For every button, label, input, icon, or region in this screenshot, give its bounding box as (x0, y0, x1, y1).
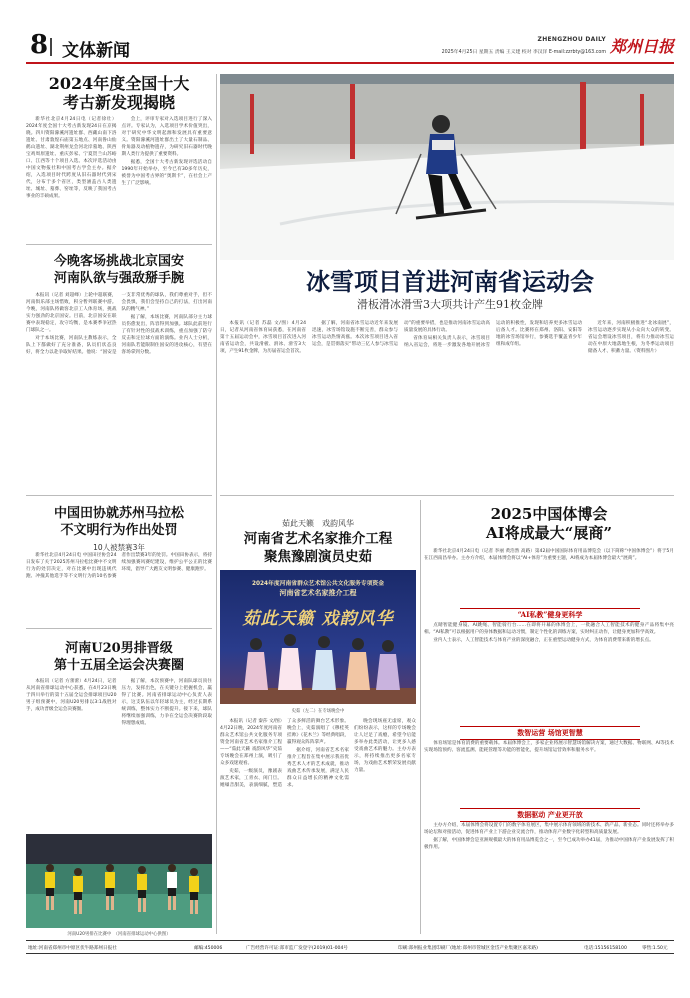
opera-poster-line1: 2024年度河南省群众艺术馆公共文化服务专项资金 (251, 581, 385, 587)
opera-poster-line2: 河南省艺术名家推介工程 (279, 589, 357, 597)
article2-paragraph: 本报讯（记者 刘超峰）上轮中超联赛，河南俱乐部主场惜败，积分暂列联赛中游。今晚，河南队将做客北京工人体育场，挑战实力强劲的北京国安。目前，北京国安在联赛中表现稳定，攻守均衡，是本赛季争冠热门球队之一。 (26, 293, 117, 333)
article1-title-line1: 2024年度全国十大 (48, 74, 190, 93)
article4-title (26, 640, 212, 674)
article6-part3 (424, 822, 674, 932)
footer-postcode: 邮编:450006 (194, 946, 223, 951)
article6-title-line1: 2025中国体博会 (490, 505, 608, 523)
page-number: 8 (30, 30, 49, 60)
lead-paragraph: 本报讯（记者 苏磊 文/图）4月24日，记者从河南省体育局获悉，在河南省第十五届运动会中，冰雪项目首次进入河南省运动会，共设滑板、滑冰、滑雪3大项，产生91枚金牌，为历届省运会首次。 (220, 321, 306, 354)
article5-body (220, 718, 416, 930)
lead-body (220, 320, 674, 488)
footer-phone: 电话:15156158100 (584, 946, 627, 951)
article5-title (220, 530, 416, 566)
article5-paragraph: 晚会现场座无虚席，观众们纷纷表示，这样的专场晚会让人过足了戏瘾，希望今后能多举办此类活动，让更多人感受戏曲艺术的魅力。主办方表示，将持续推出更多名家专场，为戏曲艺术繁荣发展贡献力量。 (354, 719, 416, 773)
article3-subtitle: 10人被禁赛3年 (93, 543, 145, 552)
lead-paragraph: 近年来，河南积极推进“北冰南展”，冰雪运动逐步实现从小众向大众的转变。省运会增设冰雪项目，将有力推动冰雪运动在中原大地落地生根，为冬季运动项目储备人才、积蓄力量。（资料图片） (588, 321, 674, 354)
stand-background (220, 74, 674, 144)
article1-paragraph: 据悉，全国十大考古新发现评选活动自1990年开始举办，至今已有30多年历史，被誉为中国考古界的“奥斯卡”，在社会上产生了广泛影响。 (121, 160, 212, 186)
performers (244, 634, 400, 690)
article6-part1-paragraph: 业内人士表示，人工智能技术与体育产业的深度融合，正在重塑运动健身方式，为体育消费带来新的增长点。 (433, 638, 654, 643)
article1-paragraph: 新华社北京4月24日电（记者徐壮）2024年度全国十大考古新发现24日在京揭晓。四川资阳濛溪河遗址群、西藏山南下洛遗址、甘肃敦煌石庙第五地点、河南鲁山仙鹤山遗址、湖北荆州龙会河北岸墓地、陕西宝鸡周原遗址、重庆彭家、宁夏贺兰山苏峪口、江西等十个项目入选。本次评选活动由中国文物报社和中国考古学会主办。据介绍，入选项目时代跨度从旧石器时代到宋代，分布于多个省区，类型涵盖古人类遗址、城址、墓葬、窑址等，反映了我国考古事业的丰硕成果。 (26, 117, 117, 199)
lead-photo (220, 74, 674, 260)
article6-part3-paragraph: 主办方介绍，本届体博会将设置专门的数字体育展区，集中展示体育领域的新技术、新产品、新业态。同时还将举办多场论坛和对接活动，促进体育产业上下游企业交流合作，推动体育产业数字化转型和高质量发展。 (424, 823, 674, 835)
article1-body (26, 116, 212, 236)
article2-title-line2: 河南队欲与强敌掰手腕 (53, 271, 184, 286)
article6-part2 (424, 740, 674, 800)
article2-paragraph: 据了解，本场比赛，河南队部分主力球员伤愈复出，阵容得到加强。球队此前进行了有针对性的技战术训练，重点加强了防守反击和定位球方面的演练。业内人士分析，河南队若能限制住国安的进攻核心，有望在客场拿到分数。 (121, 315, 212, 355)
lead-paragraph: 省体育局相关负责人表示，冰雪项目纳入省运会，将进一步激发各地开展冰雪运动的积极性，发现和培养更多冰雪运动后备人才。比赛将在郑州、洛阳、安阳等地的冰雪场馆举行，参赛选手覆盖青少年组和成年组。 (404, 321, 582, 348)
divider (26, 244, 212, 245)
article5-paragraph: 据介绍，河南省艺术名家推介工程旨在集中展示我省优秀艺术人才的艺术成就，推动戏曲艺术传承发展，满足人民群众日益增长的精神文化需求。 (287, 748, 349, 788)
article4-title-line1: 河南U20男排晋级 (65, 641, 173, 656)
article2-paragraph: 对于本场比赛，河南队主教练表示，全队上下都做好了充分准备，队员们状态良好，将全力以赴争取好结果。他说：“国安是一支非常优秀的球队，我们尊重对手，但不会畏惧，我们会坚持自己的打法，打出河南队的精气神。” (26, 293, 212, 355)
article3-title (26, 505, 212, 539)
volleyball-photo (26, 834, 212, 928)
article4-photo-caption: 河南U20男排在比赛中 （河南省排球运动中心供图） (67, 932, 171, 937)
paper-pinyin: ZHENGZHOU DAILY (537, 36, 606, 43)
article5-title-line2: 聚焦豫剧演员史茹 (264, 549, 372, 565)
article3-title-line2: 不文明行为作出处罚 (60, 523, 178, 538)
stand-roof (220, 74, 674, 84)
article6-subhead2: 数智运营 场馆更智慧 (460, 726, 640, 740)
article1-title-line2: 考古新发现揭晓 (62, 93, 175, 112)
article2-body (26, 292, 212, 488)
article6-part2-paragraph: 体育场馆是体育消费的重要载体。本届体博会上，多家企业将展示智慧场馆解决方案，通过大数据、物联网、AI等技术实现场馆预约、客流监测、能耗管理等功能的智能化，提升场馆运营效率和服务水平。 (424, 741, 674, 753)
section-divider (50, 38, 52, 56)
column-rule (216, 74, 217, 934)
volleyball-scene (26, 834, 212, 928)
article6-subhead3: 数据驱动 产业更开放 (460, 808, 640, 822)
article4-paragraph: 据了解，本次预赛中，河南队球员顶住压力，发挥出色，在关键分上把握机会，赢得了比赛。河南省排球运动中心负责人表示，这支队伍以年轻球员为主，经过长期系统训练，整体实力不断提升。接下来，球队将继续加强训练，力争在全运会决赛阶段取得理想成绩。 (121, 679, 212, 726)
article4-paragraph: 本报讯（记者 方蕾蕾）4月24日，记者从河南省排球运动中心获悉，在4月23日晚于四川举行的第十五届全运会排球项目U20男子组预赛中，河南U20男排以3:1战胜对手，成功晋级全运会决赛圈。 (26, 679, 117, 712)
article4-body (26, 678, 212, 828)
footer-printer: 印刷:郑州报业集团印刷厂(地址:郑州市管城区金岱产业集聚区嘉禾路) (398, 946, 538, 951)
divider (26, 495, 212, 496)
footer-license: 广告经营许可证:郑市监广发登字(2019)01-004号 (246, 946, 349, 951)
opera-stage (220, 570, 416, 704)
article6-intro (424, 548, 674, 602)
article1-paragraph: 会上，评审专家对入选项目进行了深入点评。专家认为，入选项目学术价值突出，对于研究中华文明起源和发展具有重要意义。资阳濛溪河遗址群出土了大量石制品、骨角器及动植物遗存，为研究旧石器时代晚期人类行为提供了重要资料。 (121, 117, 212, 157)
article4-title-line2: 第十五届全运会决赛圈 (53, 658, 184, 673)
lead-title: 冰雪项目首进河南省运动会 (306, 267, 594, 296)
article6-title (424, 505, 674, 543)
article6-part1 (424, 622, 674, 718)
article2-title (26, 253, 212, 287)
ski-scene (220, 74, 674, 260)
article5-kicker: 茹此天籁 戏韵风华 (282, 519, 354, 528)
article5-paragraph: 本报讯（记者 秦莎 文/图）4月22日晚，2024年度河南省群众艺术馆公共文化服务专项资金河南省艺术名家推介工程——“茹此天籁 戏韵风华”史茹专场晚会在郑州上演，吸引了众多戏迷观看。 (220, 719, 282, 766)
article6-part1-paragraph: 点睛智能健身镜、AI跳绳、智能骑行台……在即将开幕的体博会上，一批融合人工智能技术的健身产品将集中亮相。“AI私教”可以根据用户的身体数据和运动习惯，制定个性化的训练方案，实时纠正动作，让健身更加科学高效。 (424, 623, 674, 635)
article6-subhead1: “AI私教”健身更科学 (460, 608, 640, 622)
article6-intro-paragraph: 新华社北京4月24日电（记者 李丽 黄浩然 高路）第42届中国国际体育用品博览会（以下简称“中国体博会”）将于5月在江西南昌举办。主办方介绍，本届体博会将以“AI+体育”为重要主题，AI将成为本届体博会最大“展商”。 (424, 549, 674, 561)
column-rule (420, 500, 421, 934)
lead-paragraph: 据了解，河南省冰雪运动近年来发展迅速，冰雪场馆设施不断完善，群众参与冰雪运动热情高涨。本次冰雪项目进入省运会，是贯彻落实“带动三亿人参与冰雪运动”的重要举措，也是推动河南冰雪运动高质量发展的具体行动。 (312, 321, 490, 347)
divider (220, 495, 674, 496)
article3-body (26, 552, 212, 624)
divider (26, 628, 212, 629)
section-title: 文体新闻 (62, 41, 130, 61)
lead-subtitle: 滑板滑冰滑雪3大项共计产生91枚金牌 (357, 298, 543, 311)
paper-logo: 郑州日报 (609, 37, 674, 56)
article1-title (26, 74, 212, 112)
article5-paragraph: 史茹，一级演员，豫剧表演艺术家，工青衣、闺门旦。她嗓音甜美，表演细腻，塑造了众多鲜活的舞台艺术形象。晚会上，史茹演唱了《穆桂英挂帅》《花木兰》等经典唱段，赢得观众阵阵掌声。 (220, 719, 350, 788)
date-line: 2025年4月25日 星期五 责编 王义建 校对 李汉洋 E-mail:zzrbty@163.com (441, 50, 606, 55)
opera-calligraphy: 茹此天籁 戏韵风华 (242, 609, 394, 629)
footer (26, 940, 674, 954)
article3-title-line1: 中国田协就苏州马拉松 (53, 506, 184, 521)
masthead (26, 32, 674, 64)
article5-photo-caption: 史茹（左二）在专场晚会中 (291, 709, 345, 714)
opera-photo (220, 570, 416, 704)
article3-paragraph: 新华社北京4月24日电 中国田径协会24日发布了关于2025苏州马拉松比赛中不文明行为的处罚决定，对在比赛中出现违规代跑、冲撞其他选手等不文明行为的10名参赛者作出禁赛3年的处罚。中国田协表示，将持续加强赛风赛纪建设，维护公平公正的比赛环境，倡导广大跑友文明参赛、健康跑步。 (26, 553, 212, 579)
article6-part3-paragraph: 据了解，中国体博会是亚洲规模最大的体育用品博览会之一，至今已成功举办41届，为推动中国体育产业发展发挥了积极作用。 (424, 838, 674, 850)
article2-title-line1: 今晚客场挑战北京国安 (53, 254, 184, 269)
footer-price: 零售:1.50元 (642, 946, 668, 951)
footer-address: 地址:河南省郑州市中原区伏牛路郑州日报社 (28, 946, 117, 951)
article6-title-line2: AI将成最大“展商” (486, 524, 612, 542)
article5-title-line1: 河南省艺术名家推介工程 (243, 531, 393, 547)
